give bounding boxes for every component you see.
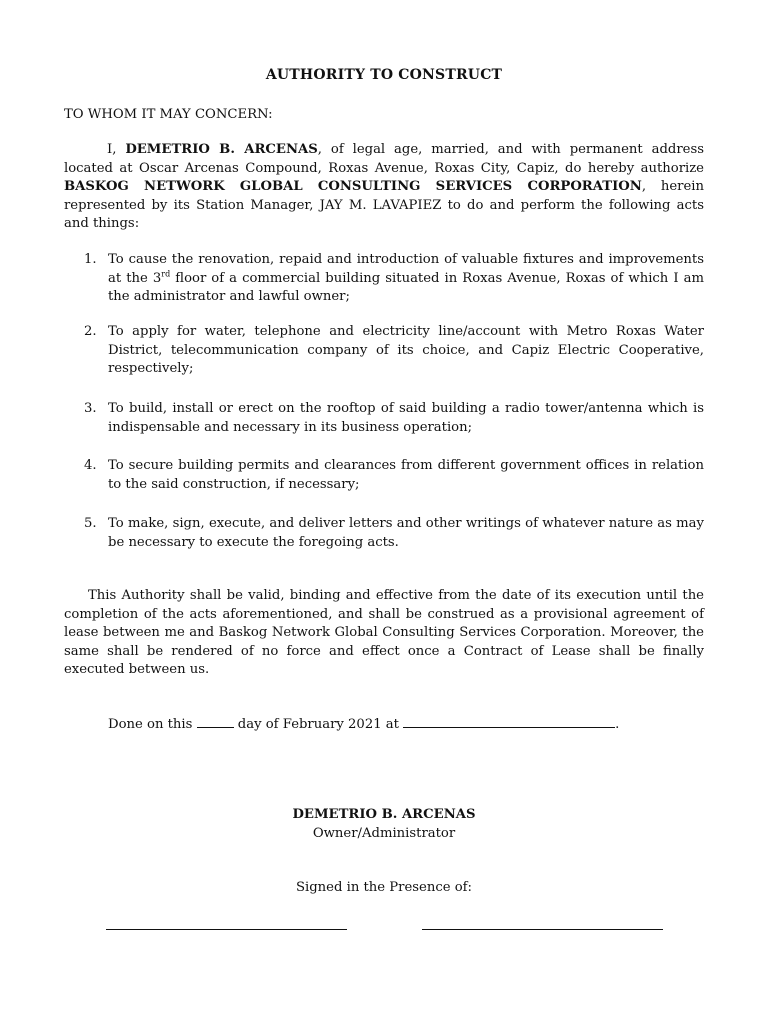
item-number: 2. — [84, 324, 97, 339]
item-number: 4. — [84, 458, 97, 473]
intro-text-3: , herein represented by its Station Manager, JAY M. LAVAPIEZ to do and perform the following acts and things: — [64, 179, 704, 231]
document-title: AUTHORITY TO CONSTRUCT — [265, 67, 503, 83]
acts-list-item-1 — [84, 251, 704, 307]
acts-list-item-5 — [84, 515, 704, 552]
acts-list-item-3 — [84, 400, 704, 437]
item-text: To build, install or erect on the rooftop of said building a radio tower/antenna which is indispensable and necessary in its business operation; — [108, 401, 704, 435]
done-prefix: Done on this — [108, 717, 197, 732]
acts-list-item-4 — [84, 457, 704, 494]
execution-line — [108, 715, 619, 735]
item-text: To make, sign, execute, and deliver letters and other writings of whatever nature as may be necessary to execute the foregoing acts. — [108, 516, 704, 550]
witness-label: Signed in the Presence of: — [295, 880, 472, 895]
signatory-role: Owner/Administrator — [312, 826, 456, 841]
item-number: 1. — [84, 252, 97, 267]
salutation: TO WHOM IT MAY CONCERN: — [64, 107, 273, 122]
item-text-a: To cause the renovation, repaid and introduction of valuable fixtures and improvements at the 3 — [108, 252, 704, 286]
acts-list-item-2 — [84, 323, 704, 379]
grantee-name: BASKOG NETWORK GLOBAL CONSULTING SERVICES CORPORATION — [64, 179, 642, 194]
list-item — [84, 515, 704, 552]
done-suffix: . — [615, 717, 620, 732]
item-text-b: floor of a commercial building situated in Roxas Avenue, Roxas of which I am the administrator and lawful owner; — [108, 270, 704, 304]
list-item — [84, 457, 704, 494]
list-item — [84, 251, 704, 307]
intro-text-2: , of legal age, married, and with permanent address located at Oscar Arcenas Compound, Roxas Avenue, Roxas City, Capiz, do hereby authorize — [64, 142, 704, 176]
ordinal-suffix: rd — [161, 269, 171, 279]
item-number: 3. — [84, 401, 97, 416]
list-item — [84, 323, 704, 379]
done-middle: day of February 2021 at — [233, 717, 404, 732]
item-number: 5. — [84, 516, 97, 531]
witness-signature-line-2[interactable] — [422, 929, 663, 930]
place-blank[interactable] — [403, 715, 615, 728]
item-text: To secure building permits and clearances from different government offices in relation to the said construction, if necessary; — [108, 458, 704, 492]
validity-paragraph: This Authority shall be valid, binding and effective from the date of its execution until the completion of the acts aforementioned, and shall be construed as a provisional agreement of lease between me and Baskog Network Global Consulting Services Corporation. Moreover, the same shall be rendered of no force and effect once a Contract of Lease shall be finally executed between us. — [64, 588, 704, 677]
witness-signature-line-1[interactable] — [106, 929, 347, 930]
intro-text-1: I, — [107, 142, 126, 157]
grantor-name: DEMETRIO B. ARCENAS — [125, 142, 318, 157]
intro-paragraph — [64, 141, 704, 234]
signatory-name: DEMETRIO B. ARCENAS — [292, 807, 476, 822]
item-text: To apply for water, telephone and electricity line/account with Metro Roxas Water District, telecommunication company of its choice, and Capiz Electric Cooperative, respectively; — [108, 324, 704, 376]
day-blank[interactable] — [197, 715, 234, 728]
list-item — [84, 400, 704, 437]
